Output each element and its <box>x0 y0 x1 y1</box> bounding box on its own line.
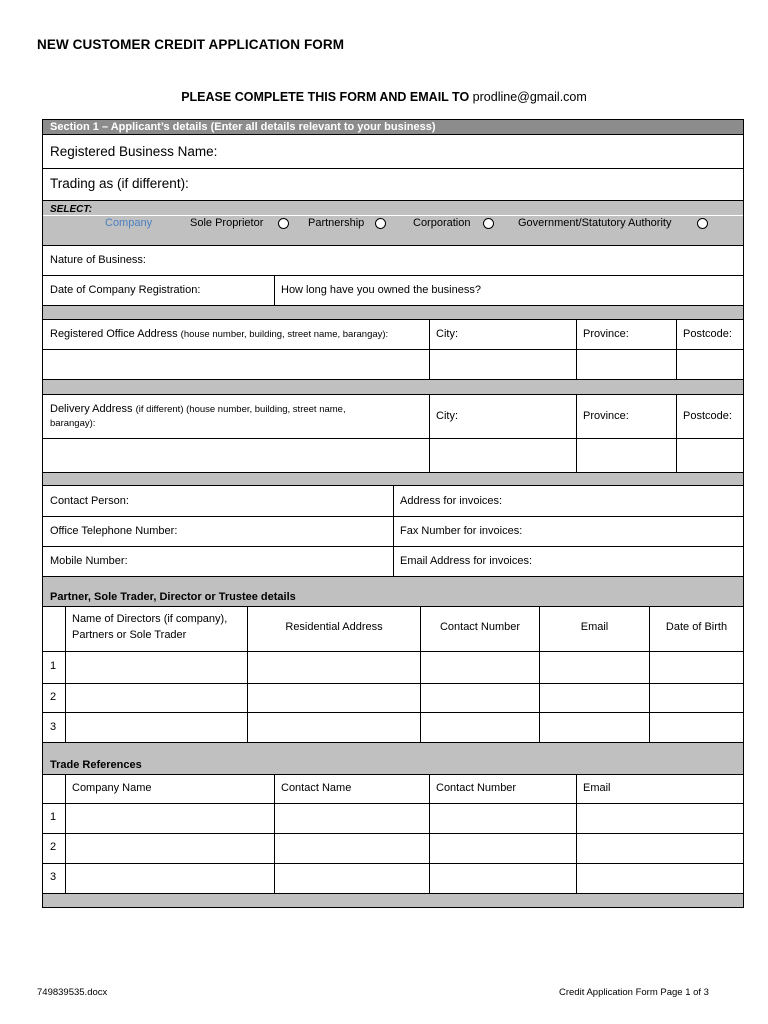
delivery-postcode-label: Postcode: <box>683 410 732 422</box>
spacer-1 <box>43 306 743 319</box>
form-bottom-bar <box>43 894 743 907</box>
select-label: SELECT: <box>50 204 93 215</box>
fax-number-label: Fax Number for invoices: <box>400 525 523 537</box>
nature-of-business-label: Nature of Business: <box>50 254 146 266</box>
postcode-label: Postcode: <box>683 328 732 340</box>
registered-office-address-label: Registered Office Address (house number, building, street name, barangay): <box>50 328 389 340</box>
option-corporation[interactable]: Corporation <box>413 217 471 229</box>
radio-partnership[interactable] <box>375 218 386 229</box>
delivery-province-label: Province: <box>583 410 629 422</box>
contact-person-label: Contact Person: <box>50 495 129 507</box>
date-of-registration-label: Date of Company Registration: <box>50 284 201 296</box>
trade-row-number: 1 <box>50 811 57 823</box>
email-for-invoices-label: Email Address for invoices: <box>400 555 533 567</box>
trade-refs-heading-bar <box>43 743 743 774</box>
city-label: City: <box>436 328 458 340</box>
option-company[interactable]: Company <box>105 217 153 229</box>
footer-filename: 749839535.docx <box>37 987 108 998</box>
radio-sole-proprietor[interactable] <box>278 218 289 229</box>
trade-col-email: Email <box>583 782 611 794</box>
trading-as-label: Trading as (if different): <box>50 176 189 191</box>
option-government[interactable]: Government/Statutory Authority <box>518 217 672 229</box>
mobile-number-label: Mobile Number: <box>50 555 128 567</box>
delivery-city-label: City: <box>436 410 458 422</box>
directors-row-number: 3 <box>50 721 57 733</box>
option-partnership[interactable]: Partnership <box>308 217 365 229</box>
option-sole-proprietor[interactable]: Sole Proprietor <box>190 217 264 229</box>
trade-row-number: 3 <box>50 871 57 883</box>
application-form <box>42 119 744 908</box>
directors-col-email: Email <box>580 621 609 633</box>
delivery-address-label: Delivery Address (if different) (house number, building, street name, <box>50 403 346 415</box>
directors-col-dob: Date of Birth <box>665 621 728 633</box>
footer-page: Credit Application Form Page 1 of 3 <box>559 987 709 998</box>
province-label: Province: <box>583 328 629 340</box>
registered-business-name-label: Registered Business Name: <box>50 144 218 159</box>
radio-corporation[interactable] <box>483 218 494 229</box>
trade-col-contact-name: Contact Name <box>281 782 352 794</box>
trade-col-contact-number: Contact Number <box>436 782 517 794</box>
directors-col-address: Residential Address <box>285 621 383 633</box>
trade-refs-heading: Trade References <box>50 759 142 771</box>
how-long-owned-label: How long have you owned the business? <box>281 284 481 296</box>
trade-col-company: Company Name <box>72 782 152 794</box>
instruction-email[interactable]: prodline@gmail.com <box>472 90 587 104</box>
directors-heading: Partner, Sole Trader, Director or Trustee details <box>50 591 296 603</box>
directors-col-name-1: Name of Directors (if company), <box>72 613 228 625</box>
office-telephone-label: Office Telephone Number: <box>50 525 178 537</box>
spacer-2 <box>43 380 743 394</box>
radio-government[interactable] <box>697 218 708 229</box>
spacer-3 <box>43 473 743 485</box>
directors-row-number: 1 <box>50 660 57 672</box>
section1-header: Section 1 – Applicant’s details (Enter all details relevant to your business) <box>50 121 436 133</box>
directors-col-contact: Contact Number <box>439 621 521 633</box>
delivery-address-hint: barangay): <box>50 418 96 429</box>
directors-row-number: 2 <box>50 691 57 703</box>
directors-col-name-2: Partners or Sole Trader <box>72 629 187 641</box>
trade-row-number: 2 <box>50 841 57 853</box>
instruction-text: PLEASE COMPLETE THIS FORM AND EMAIL TO <box>181 90 470 104</box>
address-for-invoices-label: Address for invoices: <box>400 495 503 507</box>
instruction-line <box>0 90 768 104</box>
form-title: NEW CUSTOMER CREDIT APPLICATION FORM <box>37 37 345 52</box>
